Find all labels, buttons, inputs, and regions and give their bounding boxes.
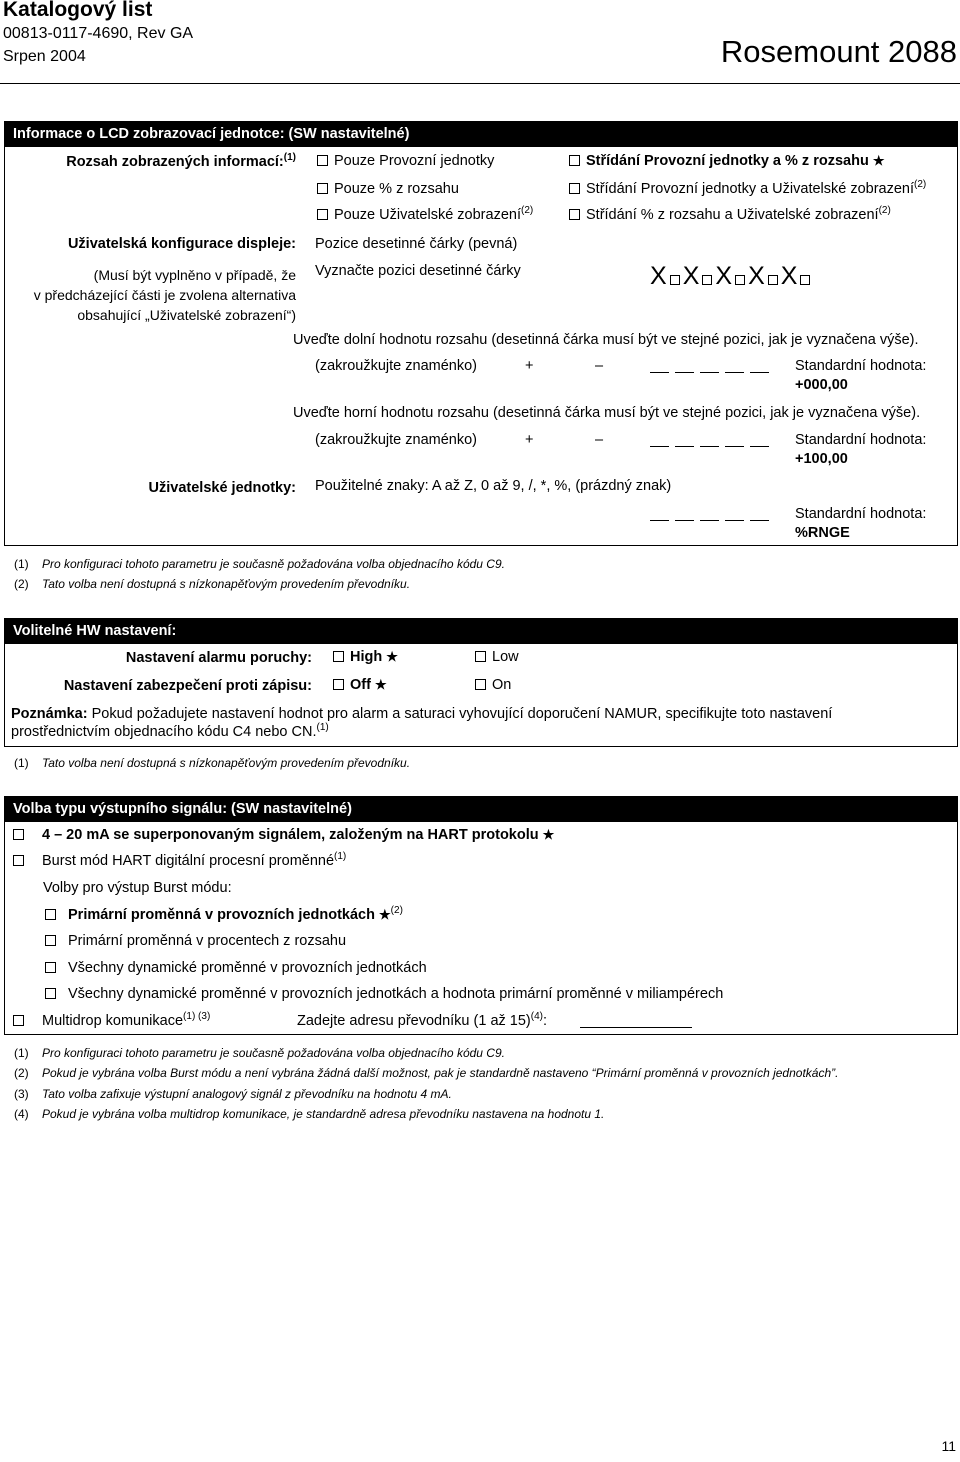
decimal-box[interactable] — [702, 275, 712, 285]
checkbox[interactable] — [45, 935, 56, 946]
upper-default-value: +100,00 — [795, 451, 848, 467]
opt-alt-percent-user[interactable]: Střídání % z rozsahu a Uživatelské zobrazení$^{(2)}$ — [569, 207, 891, 223]
alarm-label: Nastavení alarmu poruchy: — [125, 650, 312, 666]
checkbox[interactable] — [475, 679, 486, 690]
opt-user-only[interactable]: Pouze Uživatelské zobrazení$^{(2)}$ — [317, 207, 533, 223]
opt-multidrop[interactable]: Multidrop komunikace$^{(1) (3)}$ — [13, 1013, 210, 1029]
burst-all-ma[interactable]: Všechny dynamické proměnné v provozních jednotkách a hodnota primární proměnné v miliampérech — [45, 986, 723, 1002]
opt-burst[interactable]: Burst mód HART digitální procesní proměnné$^{(1)}$ — [13, 853, 346, 869]
decimal-position-selector[interactable]: X X X X X — [650, 262, 813, 291]
burst-options-label: Volby pro výstup Burst módu: — [43, 880, 232, 896]
decimal-box[interactable] — [735, 275, 745, 285]
minus-sign-lower[interactable]: – — [595, 358, 604, 374]
checkbox[interactable] — [317, 209, 328, 220]
checkbox[interactable] — [45, 909, 56, 920]
units-default-label: Standardní hodnota: — [795, 506, 927, 522]
hw-note: Poznámka: Pokud požadujete nastavení hodnot pro alarm a saturaci vyhovující doporučení NAMUR, specifikujte toto nastavení prostřednictvím objednacího kódu C4 nebo CN.$^{(1)}$ — [11, 706, 833, 740]
burst-pv[interactable]: Primární proměnná v provozních jednotkách ★$^{(2)}$ — [45, 907, 403, 923]
checkbox[interactable] — [13, 855, 24, 866]
doc-number: 00813-0117-4690, Rev GA — [3, 25, 194, 42]
product-title: Rosemount 2088 — [720, 34, 957, 69]
doc-type: Katalogový list — [3, 0, 153, 21]
opt-percent-only[interactable]: Pouze % z rozsahu — [317, 181, 459, 197]
lower-value-text: Uveďte dolní hodnotu rozsahu (desetinná čárka musí být ve stejné pozici, jak je vyznačena výše). — [293, 332, 919, 348]
user-config-label: Uživatelská konfigurace displeje: — [67, 236, 296, 252]
security-label: Nastavení zabezpečení proti zápisu: — [63, 678, 312, 694]
opt-alt-units-user[interactable]: Střídání Provozní jednotky a Uživatelské zobrazení$^{(2)}$ — [569, 181, 926, 197]
decimal-box[interactable] — [670, 275, 680, 285]
star-icon: ★ — [379, 907, 391, 922]
checkbox[interactable] — [569, 183, 580, 194]
checkbox[interactable] — [475, 651, 486, 662]
doc-date: Srpen 2004 — [3, 48, 86, 65]
alarm-high-option[interactable]: High ★ — [333, 649, 398, 665]
checkbox[interactable] — [13, 829, 24, 840]
units-default-value: %RNGE — [795, 525, 850, 541]
range-label: Rozsah zobrazených informací:$^{(1)}$ — [66, 152, 296, 170]
output-footnote-2: (2) Pokud je vybrána volba Burst módu a není vybrána žádná další možnost, pak je standardně nastaveno “Primární proměnná v provozních jednotkách”. — [14, 1066, 839, 1080]
lcd-section-title: Informace o LCD zobrazovací jednotce: (SW nastavitelné) — [4, 121, 958, 147]
upper-value-blanks[interactable] — [650, 434, 775, 451]
checkbox[interactable] — [13, 1015, 24, 1026]
checkbox[interactable] — [45, 988, 56, 999]
star-icon: ★ — [542, 827, 555, 842]
output-section-title: Volba typu výstupního signálu: (SW nastavitelné) — [4, 796, 958, 822]
hw-section-title: Volitelné HW nastavení: — [4, 618, 958, 644]
checkbox[interactable] — [317, 183, 328, 194]
lower-default-value: +000,00 — [795, 377, 848, 393]
address-input[interactable] — [580, 1014, 692, 1028]
opt-alt-units-percent[interactable]: Střídání Provozní jednotky a % z rozsahu ★ — [569, 153, 885, 169]
page-number: 11 — [941, 1438, 956, 1454]
lcd-footnote-2: (2) Tato volba není dostupná s nízkonapěťovým provedením převodníku. — [14, 577, 411, 591]
allowed-chars: Použitelné znaky: A až Z, 0 až 9, /, *, %, (prázdný znak) — [315, 478, 672, 494]
output-footnote-1: (1) Pro konfiguraci tohoto parametru je současně požadována volba objednacího kódu C9. — [14, 1046, 505, 1060]
hw-footnote-1: (1) Tato volba není dostupná s nízkonapěťovým provedením převodníku. — [14, 756, 411, 770]
units-blanks[interactable] — [650, 508, 775, 525]
alarm-low-option[interactable]: Low — [475, 649, 519, 665]
circle-sign-upper: (zakroužkujte znaménko) — [315, 432, 477, 448]
lower-default-label: Standardní hodnota: — [795, 358, 927, 374]
checkbox[interactable] — [45, 962, 56, 973]
security-on-option[interactable]: On — [475, 677, 511, 693]
output-footnote-4: (4) Pokud je vybrána volba multidrop komunikace, je standardně adresa převodníku nastavena na hodnotu 1. — [14, 1107, 605, 1121]
opt-units-only[interactable]: Pouze Provozní jednotky — [317, 153, 494, 169]
decimal-mark-label: Vyznačte pozici desetinné čárky — [315, 263, 521, 279]
user-config-note: (Musí být vyplněno v případě, že v předcházející části je zvolena alternativa obsahující „Uživatelské zobrazení“) — [33, 267, 296, 323]
minus-sign-upper[interactable]: – — [595, 432, 604, 448]
star-icon: ★ — [386, 649, 398, 664]
decimal-box[interactable] — [800, 275, 810, 285]
decimal-fixed-label: Pozice desetinné čárky (pevná) — [315, 236, 518, 252]
burst-all[interactable]: Všechny dynamické proměnné v provozních jednotkách — [45, 960, 427, 976]
security-off-option[interactable]: Off ★ — [333, 677, 387, 693]
upper-default-label: Standardní hodnota: — [795, 432, 927, 448]
checkbox[interactable] — [333, 679, 344, 690]
user-units-label: Uživatelské jednotky: — [148, 480, 296, 496]
circle-sign-lower: (zakroužkujte znaménko) — [315, 358, 477, 374]
opt-hart[interactable]: 4 – 20 mA se superponovaným signálem, založeným na HART protokolu ★ — [13, 827, 554, 843]
checkbox[interactable] — [569, 209, 580, 220]
header-divider — [0, 83, 960, 84]
checkbox[interactable] — [333, 651, 344, 662]
plus-sign-lower[interactable]: + — [525, 358, 534, 374]
output-footnote-3: (3) Tato volba zafixuje výstupní analogový signál z převodníku na hodnotu 4 mA. — [14, 1087, 452, 1101]
star-icon: ★ — [872, 153, 885, 168]
address-label: Zadejte adresu převodníku (1 až 15)$^{(4)}$: — [297, 1011, 548, 1029]
burst-percent[interactable]: Primární proměnná v procentech z rozsahu — [45, 933, 346, 949]
decimal-box[interactable] — [768, 275, 778, 285]
lower-value-blanks[interactable] — [650, 360, 775, 377]
checkbox[interactable] — [317, 155, 328, 166]
lcd-footnote-1: (1) Pro konfiguraci tohoto parametru je současně požadována volba objednacího kódu C9. — [14, 557, 505, 571]
upper-value-text: Uveďte horní hodnotu rozsahu (desetinná čárka musí být ve stejné pozici, jak je vyznačena výše). — [293, 405, 921, 421]
checkbox[interactable] — [569, 155, 580, 166]
plus-sign-upper[interactable]: + — [525, 432, 534, 448]
star-icon: ★ — [374, 677, 387, 692]
